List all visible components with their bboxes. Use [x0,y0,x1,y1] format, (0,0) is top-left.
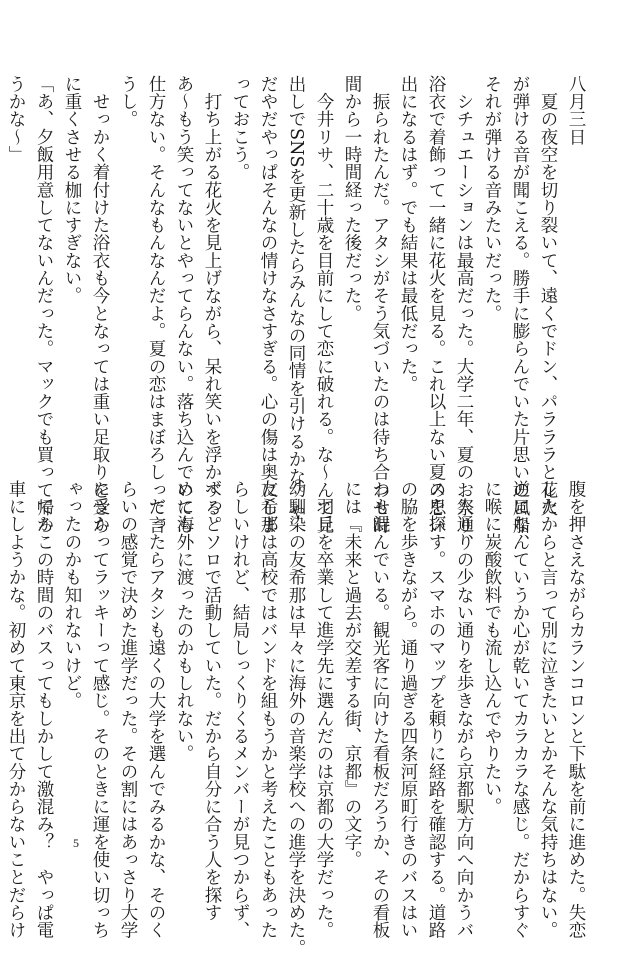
text-line: したからと言って別に泣きたいとかそんな気持ちはない。 [538,480,558,939]
text-line: 浴衣で着飾って一緒に花火を見る。これ以上ない夏の思い [426,75,446,534]
text-line: 仕方ない。そんなもんなんだよ。夏の恋はまぼろしって言 [146,75,166,534]
text-line: てかこの時間のバスってもしかして激混み？ やっぱ電 [34,480,54,939]
text-line: あ〜もう笑ってないとやってらんない。落ち込んでいても [174,75,194,534]
text-line: には『未来と過去が交差する街、京都』の文字。 [342,480,362,869]
text-line: ずっとソロで活動していた。だから自分に合う人を探す [202,480,222,922]
text-line: に受かってラッキーって感じ。そのときに運を使い切っち [90,480,110,939]
text-line: 車にしようかな。初めて東京を出て分からないことだらけ [6,480,26,939]
text-line: らしいけれど、結局しっくりくるメンバーが見つからず、 [230,480,250,939]
heading-date: 八月三日 [566,75,586,146]
text-line: シチュエーションは最高だった。大学二年、夏のお祭り、 [454,75,474,552]
text-line: 間から一時間経った後だった。 [342,75,362,323]
text-line: 打ち上がる花火を見上げながら、呆れ笑いを浮かべる。 [202,75,222,534]
text-line: の脇を歩きながら。通り過ぎる四条河原町行きのバスはい [398,480,418,939]
text-line: 腹を押さえながらカランコロンと下駄を前に進めた。失恋 [566,480,586,939]
text-line: だったらアタシも遠くの大学を選んでみるかな、そのく [146,480,166,939]
page-number: 5 [73,836,79,850]
text-line: 「あ、夕飯用意してないんだった。マックでも買って帰ろ [34,75,54,534]
text-line: めに海外に渡ったのかもしれない。 [174,480,194,763]
upper-text-block [6,75,590,552]
text-line: せっかく着付けた浴衣も今となっては重い足取りをさら [90,75,110,534]
text-line: うし。 [118,75,138,128]
lower-text-block [6,480,590,957]
text-line: らいの感覚で決めた進学だった。その割にはあっさり大学 [118,480,138,939]
text-line [0,480,2,834]
text-line: 今井リサ、二十歳を目前にして恋に破れる。な〜んて見 [314,75,334,534]
text-line: それが弾ける音みたいだった。 [482,75,502,323]
text-line: だやだやっぱそんなの情けなさすぎる。心の傷は奥にしま [258,75,278,534]
text-line: 出しでSNSを更新したらみんなの同情を引けるかな。や [286,75,306,521]
text-line: っておこう。 [230,75,250,181]
text-line: 出になるはず。でも結果は最低だった。 [398,75,418,393]
text-line: 逆になんていうか心が乾いてカラカラな感じ。だからすぐ [510,480,530,939]
text-line: スを探す。スマホのマップを頼りに経路を確認する。道路 [426,480,446,939]
text-line: 人通りの少ない通りを歩きながら京都駅方向へ向かうバ [454,480,474,939]
text-line: 夏の夜空を切り裂いて、遠くでドン、パラララと花火 [538,75,558,517]
text-line: に重くさせる枷にすぎない。 [62,75,82,305]
text-line: 羽丘を卒業して進学先に選んだのは京都の大学だった。 [314,480,334,939]
text-line: ゃったのかも知れないけど。 [62,480,82,710]
text-line: 友希那は高校ではバンドを組もうかと考えたこともあった [258,480,278,939]
text-line [0,75,2,491]
text-line: に喉に炭酸飲料でも流し込んでやりたい。 [482,480,502,816]
text-line: が弾ける音が聞こえる。勝手に膨らんでいた片思いの風船、 [510,75,530,552]
text-line: 幼馴染の友希那は早々に海外の音楽学校への進学を決めた。 [286,480,306,957]
text-line: つも混んでいる。観光客に向けた看板だろうか、その看板 [370,480,390,939]
text-line: 振られたんだ。アタシがそう気づいたのは待ち合わせ時 [370,75,390,534]
text-line: うかな〜」 [6,75,26,164]
